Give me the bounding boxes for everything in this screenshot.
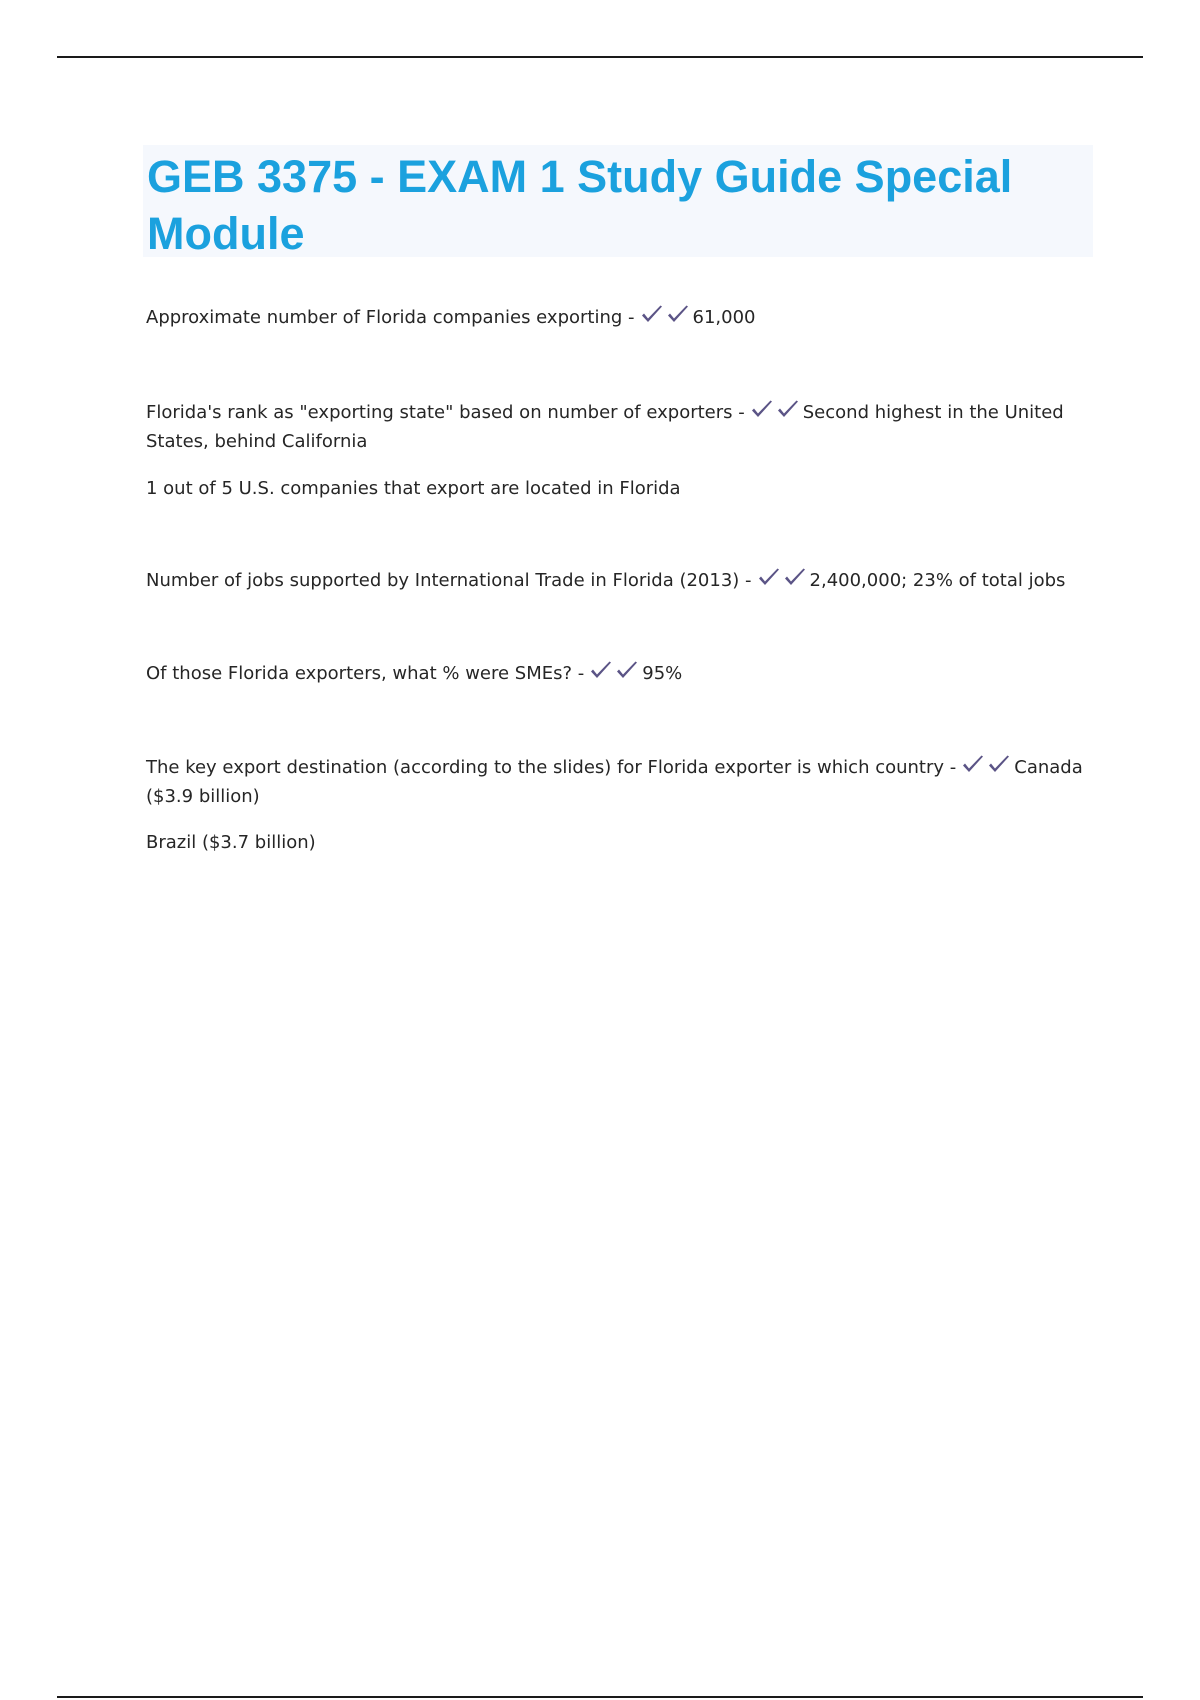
qa-item [146,659,1091,688]
check-icon [775,399,801,421]
check-icon [614,660,640,682]
question-text: The key export destination (according to the slides) for Florida exporter is which country - [146,757,957,778]
answer-note: Brazil ($3.7 billion) [146,832,316,853]
answer-text: 95% [642,663,683,684]
check-icon [986,754,1012,776]
answer-checkmarks [749,398,801,427]
bottom-rule [57,1696,1143,1698]
answer-note: 1 out of 5 U.S. companies that export are located in Florida [146,478,681,499]
check-icon [639,304,665,326]
answer-text: Second highest in the United States, behind California [146,402,1064,452]
check-icon [749,399,775,421]
answer-checkmarks [588,659,640,688]
answer-text: Canada ($3.9 billion) [146,757,1083,807]
question-text: Florida's rank as "exporting state" based on number of exporters - [146,402,745,423]
question-text: Approximate number of Florida companies exporting - [146,307,635,328]
answer-checkmarks [756,566,808,595]
check-icon [960,754,986,776]
qa-item [146,566,1091,595]
check-icon [756,567,782,589]
page-title: GEB 3375 - EXAM 1 Study Guide Special Module [147,151,1013,259]
top-rule [57,56,1143,58]
check-icon [665,304,691,326]
check-icon [782,567,808,589]
answer-checkmarks [960,753,1012,782]
qa-item [146,398,1091,456]
question-text: Of those Florida exporters, what % were SMEs? - [146,663,585,684]
qa-item [146,753,1091,811]
check-icon [588,660,614,682]
answer-text: 2,400,000; 23% of total jobs [809,570,1066,591]
question-text: Number of jobs supported by International Trade in Florida (2013) - [146,570,752,591]
title-banner [143,145,1093,257]
answer-checkmarks [639,303,691,332]
answer-text: 61,000 [692,307,756,328]
qa-item [146,303,1091,332]
